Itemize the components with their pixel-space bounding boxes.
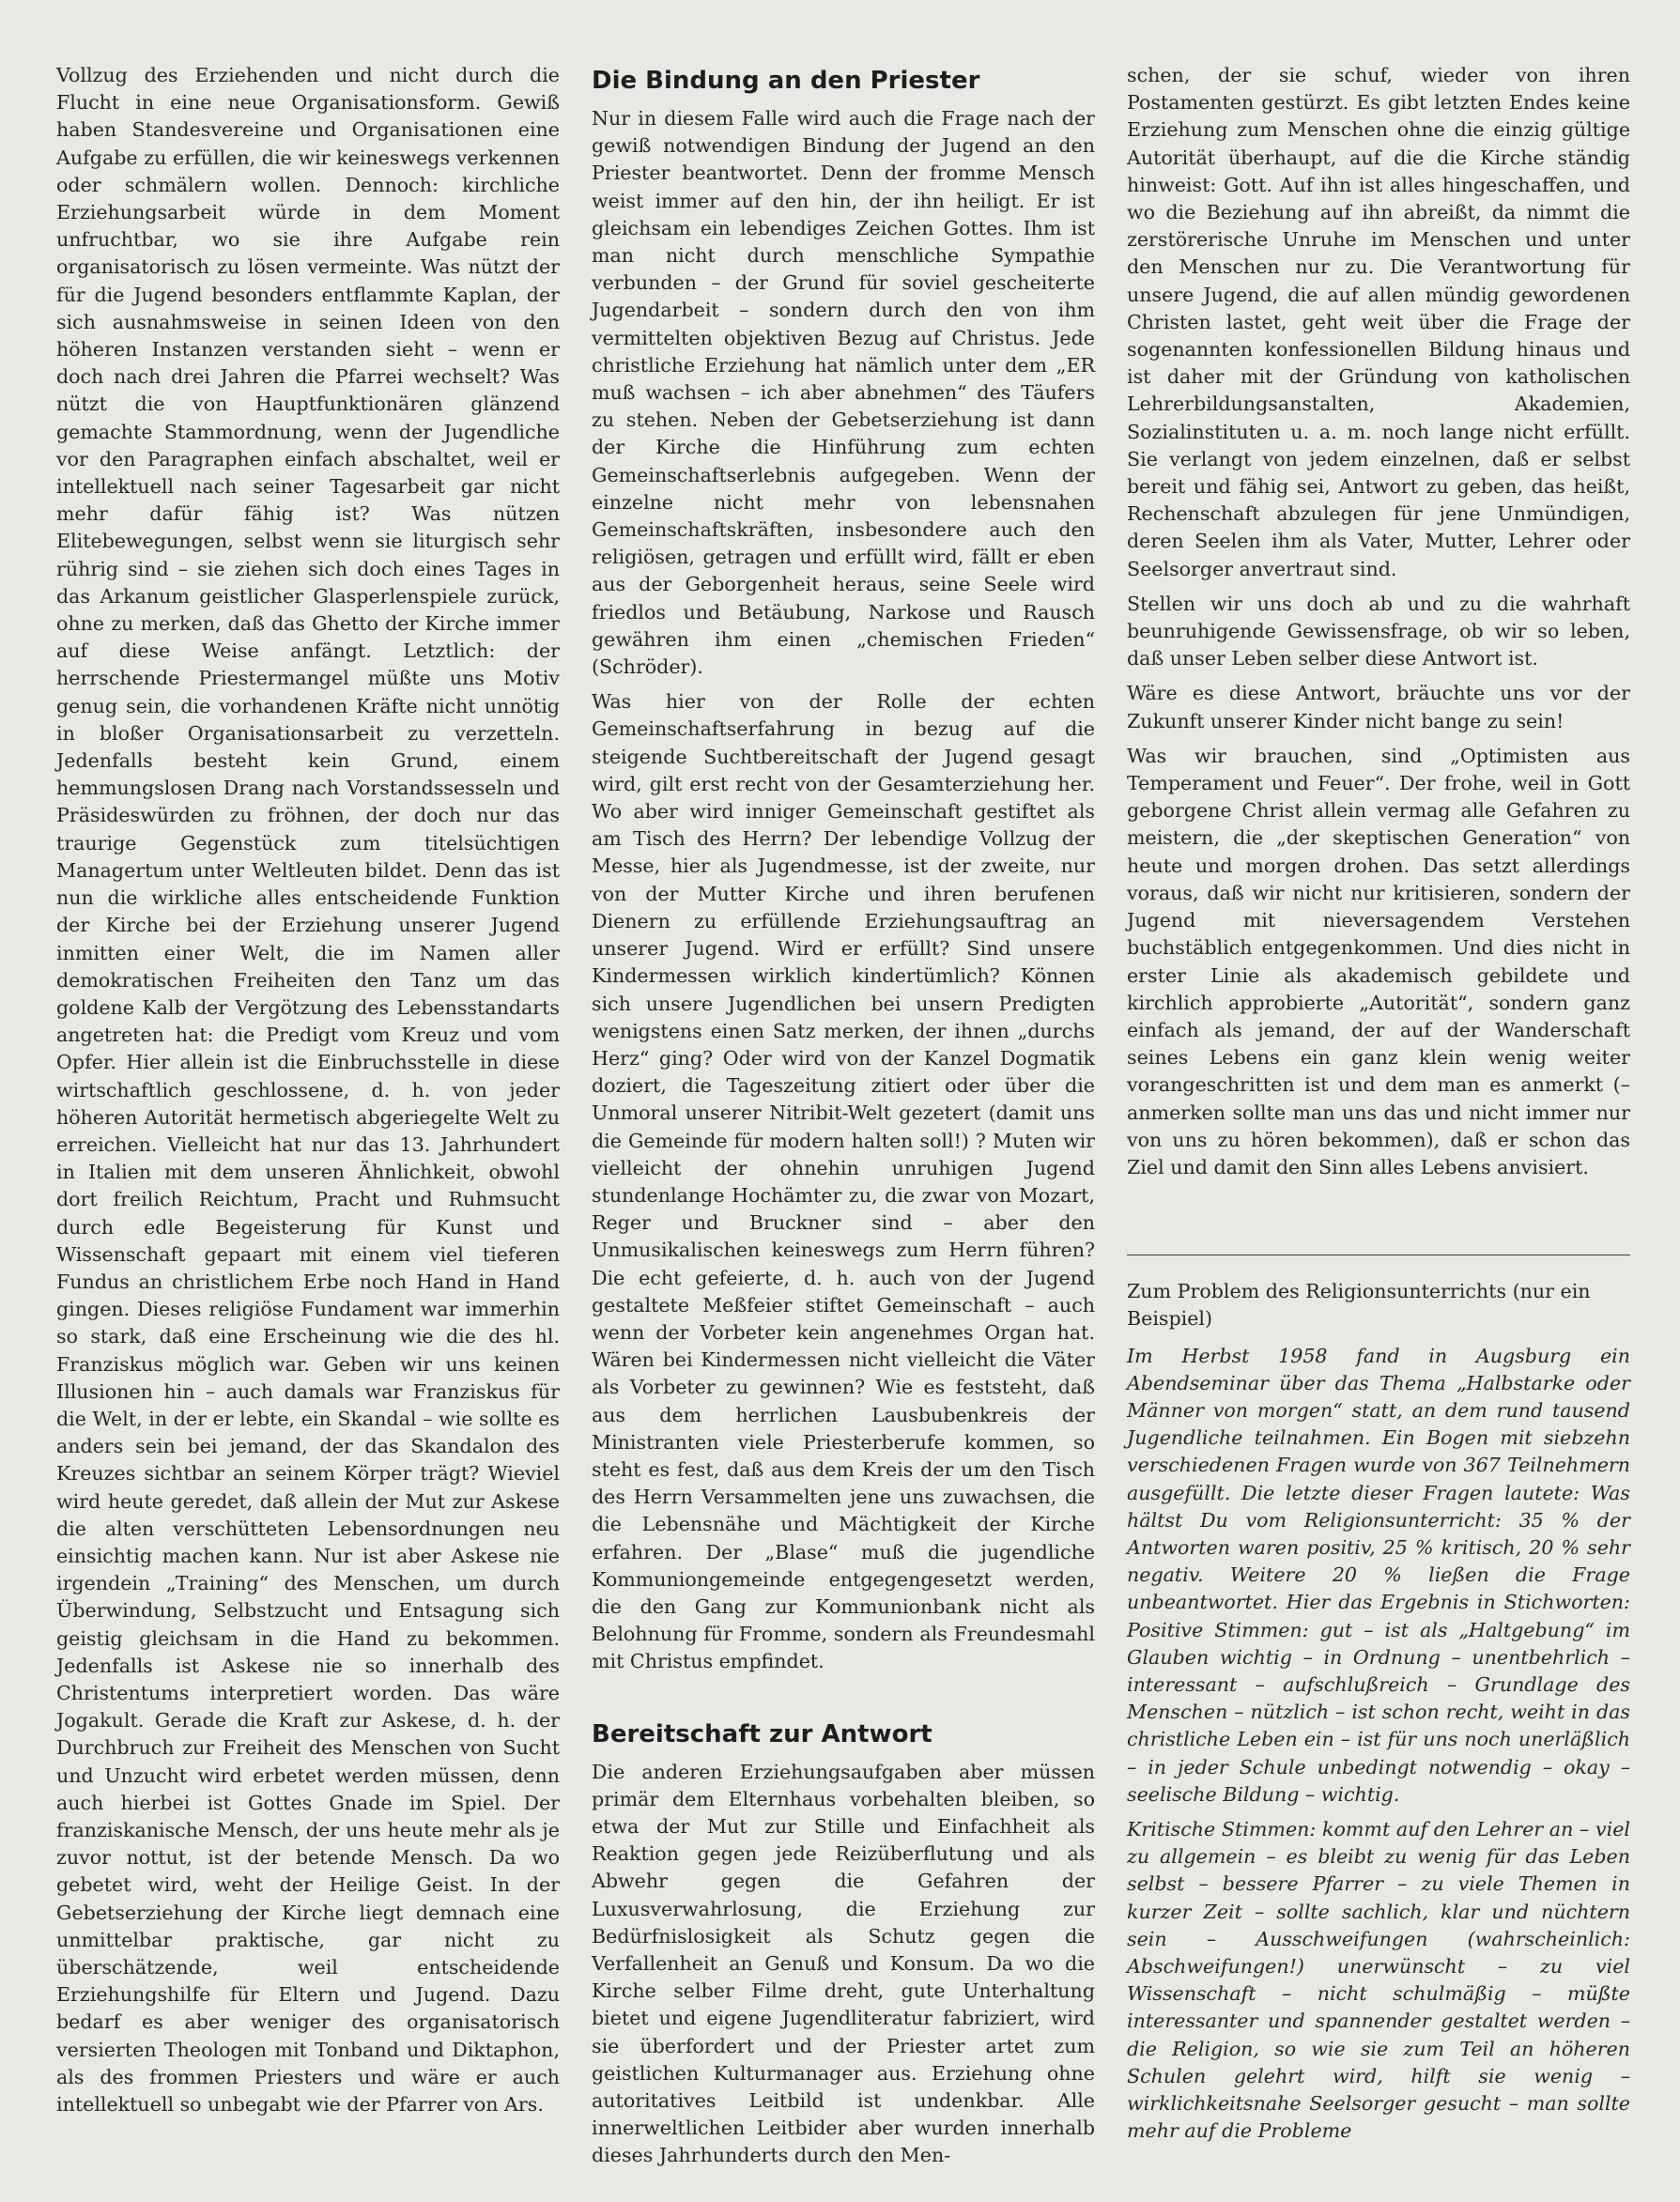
heading-bereitschaft-antwort: Bereitschaft zur Antwort [592,1719,932,1748]
column-3 [1127,62,1630,2145]
col2-paragraph-3: Die anderen Erziehungsaufgaben aber müssen primär dem Elternhaus vorbehalten bleiben, so etwa der Mut zur Stille und Einfachheit als Reaktion gegen jede Reizüberflutung und als Abwehr gegen die Gefahren der Luxusverwahrlosung, die Erziehung zur Bedürfnislosigkeit als Schutz gegen die Verfallenheit an Genuß und Konsum. Da wo die Kirche selber Filme dreht, gute Unterhaltung bietet und eigene Jugendliteratur fabriziert, wird sie überfordert und der Priester artet zum geistlichen Kulturmanager aus. Erziehung ohne autoritatives Leitbild ist undenkbar. Alle innerweltlichen Leitbider aber wurden innerhalb dieses Jahrhunderts durch den Men- [592,1760,1095,2167]
box-paragraph-1: Im Herbst 1958 fand in Augsburg ein Abendseminar über das Thema „Halbstarke oder Männer von morgen“ statt, an dem rund tausend Jugendliche teilnahmen. Ein Bogen mit siebzehn verschiedenen Fragen wurde von 367 Teilnehmern ausgefüllt. Die letzte dieser Fragen lautete: Was hältst Du vom Religionsunterricht: 35 % der Antworten waren positiv, 25 % kritisch, 20 % sehr negativ. Weitere 20 % ließen die Frage unbeantwortet. Hier das Ergebnis in Stichworten: Positive Stimmen: gut – ist als „Haltgebung“ im Glauben wichtig – in Ordnung – unentbehrlich – interessant – aufschlußreich – Grundlage des Menschen – nützlich – ist schon recht, weiht in das christliche Leben ein – ist für uns noch unerläßlich – in jeder Schule unbedingt notwendig – okay – seelische Bildung – wichtig. [1127,1344,1630,1806]
box-title: Zum Problem des Religionsunterrichts (nur ein Beispiel) [1127,1280,1591,1331]
col3-paragraph-2: Stellen wir uns doch ab und zu die wahrhaft beunruhigende Gewissensfrage, ob wir so leben, daß unser Leben selber diese Antwort ist. [1127,592,1630,670]
col3-paragraph-4: Was wir brauchen, sind „Optimisten aus Temperament und Feuer“. Der frohe, weil in Gott geborgene Christ allein vermag alle Gefahren zu meistern, die „der skeptischen Generation“ von heute und morgen drohen. Das setzt allerdings voraus, daß wir nicht nur kritisieren, sondern der Jugend mit nieversagendem Verstehen buchstäblich entgegenkommen. Und dies nicht in erster Linie als akademisch gebildete und kirchlich approbierte „Autorität“, sondern ganz einfach als jemand, der auf der Wanderschaft seines Lebens ein ganz klein wenig weiter vorangeschritten ist und dem man es anmerkt (– anmerken sollte man uns das und nicht immer nur von uns zu hören bekommen), daß er schon das Ziel und damit den Sinn alles Lebens anvisiert. [1127,744,1630,1178]
col3-paragraph-1: schen, der sie schuf, wieder von ihren Postamenten gestürzt. Es gibt letzten Endes keine Erziehung zum Menschen ohne die einzig gültige Autorität überhaupt, auf die die Kirche ständig hinweist: Gott. Auf ihn ist alles hingeschaffen, und wo die Beziehung auf ihn abreißt, da nimmt die zerstörerische Unruhe im Menschen und unter den Menschen nur zu. Die Verantwortung für unsere Jugend, die auf allen mündig gewordenen Christen lastet, geht weit über die Frage der sogenannten konfessionellen Bildung hinaus und ist daher mit der Gründung von katholischen Lehrerbildungsanstalten, Akademien, Sozialinstituten u. a. m. noch lange nicht erfüllt. Sie verlangt von jedem einzelnen, daß er selbst bereit und fähig sei, Antwort zu geben, das heißt, Rechenschaft abzulegen für jene Unmündigen, deren Seelen ihm als Vater, Mutter, Lehrer oder Seelsorger anvertraut sind. [1127,64,1630,580]
col2-paragraph-1: Nur in diesem Falle wird auch die Frage nach der gewiß notwendigen Bindung der Jugend an den Priester beantwortet. Denn der fromme Mensch weist immer auf den hin, der ihn heiligt. Er ist gleichsam ein lebendiges Zeichen Gottes. Ihm ist man nicht durch menschliche Sympathie verbunden – der Grund für soviel gescheiterte Jugendarbeit – sondern durch den von ihm vermittelten objektiven Bezug auf Christus. Jede christliche Erziehung hat nämlich unter dem „ER muß wachsen – ich aber abnehmen“ des Täufers zu stehen. Neben der Gebetserziehung ist dann der Kirche die Hinführung zum echten Gemeinschaftserlebnis aufgegeben. Wenn der einzelne nicht mehr von lebensnahen Gemeinschaftskräften, insbesondere auch den religiösen, getragen und erfüllt wird, fällt er eben aus der Geborgenheit heraus, seine Seele wird friedlos und Betäubung, Narkose und Rausch gewähren ihm einen „chemischen Frieden“ (Schröder). [592,107,1095,679]
heading-bindung-priester: Die Bindung an den Priester [592,67,980,95]
col2-paragraph-2: Was hier von der Rolle der echten Gemeinschaftserfahrung in bezug auf die steigende Suchtbereitschaft der Jugend gesagt wird, gilt erst recht von der Gesamterziehung her. Wo aber wird inniger Gemeinschaft gestiftet als am Tisch des Herrn? Der lebendige Vollzug der Messe, hier als Jugendmesse, ist der zweite, nur von der Mutter Kirche und ihren berufenen Dienern zu erfüllende Erziehungsauftrag an unserer Jugend. Wird er erfüllt? Sind unsere Kindermessen wirklich kindertümlich? Können sich unsere Jugendlichen bei unsern Predigten wenigstens einen Satz merken, der ihnen „durchs Herz“ ging? Oder wird von der Kanzel Dogmatik doziert, die Tageszeitung zitiert oder über die Unmoral unserer Nitribit-Welt gezetert (damit uns die Gemeinde für modern halten soll!) ? Muten wir vielleicht der ohnehin unruhigen Jugend stundenlange Hochämter zu, die zwar von Mozart, Reger und Bruckner sind – aber den Unmusikalischen keineswegs zum Herrn führen? Die echt gefeierte, d. h. auch von der Jugend gestaltete Meßfeier stiftet Gemeinschaft – auch wenn der Vorbeter kein angenehmes Organ hat. Wären bei Kindermessen nicht vielleicht die Väter als Vorbeter zu gewinnen? Wie es feststeht, daß aus dem herrlichen Lausbubenkreis der Ministranten viele Priesterberufe kommen, so steht es fest, daß aus dem Kreis der um den Tisch des Herrn Versammelten jene uns zuwachsen, die die Lebensnähe und Mächtigkeit der Kirche erfahren. Der „Blase“ muß die jugendliche Kommuniongemeinde entgegengesetzt werden, die den Gang zur Kommunionbank nicht als Belohnung für Fromme, sondern als Freundesmahl mit Christus empfindet. [592,690,1095,1673]
column-1 [56,62,560,2118]
column-2 [592,66,1095,2170]
box-paragraph-2: Kritische Stimmen: kommt auf den Lehrer an – viel zu allgemein – es bleibt zu wenig für das Leben selbst – bessere Pfarrer – zu viele Themen in kurzer Zeit – sollte sachlich, klar und nüchtern sein – Ausschweifungen (wahrscheinlich: Abschweifungen!) unerwünscht – zu viel Wissenschaft – nicht schulmäßig – müßte interessanter und spannender gestaltet werden – die Religion, so wie sie zum Teil an höheren Schulen gelehrt wird, hilft sie wenig – wirklichkeitsnahe Seelsorger gesucht – man sollte mehr auf die Probleme [1127,1817,1630,2143]
col3-paragraph-3: Wäre es diese Antwort, bräuchte uns vor der Zukunft unserer Kinder nicht bange zu sein! [1127,682,1630,732]
col1-paragraph-1: Vollzug des Erziehenden und nicht durch die Flucht in eine neue Organisationsform. Gewiß haben Standesvereine und Organisationen eine Aufgabe zu erfüllen, die wir keineswegs verkennen oder schmälern wollen. Dennoch: kirchliche Erziehungsarbeit würde in dem Moment unfruchtbar, wo sie ihre Aufgabe rein organisatorisch zu lösen vermeinte. Was nützt der für die Jugend besonders entflammte Kaplan, der sich ausnahmsweise in seinen Ideen von den höheren Instanzen verstanden sieht – wenn er doch nach drei Jahren die Pfarrei wechselt? Was nützt die von Hauptfunktionären glänzend gemachte Stammordnung, wenn der Jugendliche vor den Paragraphen einfach abschaltet, weil er intellektuell nach seiner Tagesarbeit gar nicht mehr dafür fähig ist? Was nützen Elitebewegungen, selbst wenn sie liturgisch sehr rührig sind – sie ziehen sich doch eines Tages in das Arkanum geistlicher Glasperlenspiele zurück, ohne zu merken, daß das Ghetto der Kirche immer auf diese Weise anfängt. Letztlich: der herrschende Priestermangel müßte uns Motiv genug sein, die vorhandenen Kräfte nicht unnötig in bloßer Organisationsarbeit zu verzetteln. Jedenfalls besteht kein Grund, einem hemmungslosen Drang nach Vorstandssesseln und Präsideswürden zu fröhnen, der doch nur das traurige Gegenstück zum titelsüchtigen Managertum unter Weltleuten bildet. Denn das ist nun die wirkliche alles entscheidende Funktion der Kirche bei der Erziehung unserer Jugend inmitten einer Welt, die im Namen aller demokratischen Freiheiten den Tanz um das goldene Kalb der Vergötzung des Lebensstandarts angetreten hat: die Predigt vom Kreuz und vom Opfer. Hier allein ist die Einbruchsstelle in diese wirtschaftlich geschlossene, d. h. von jeder höheren Autorität hermetisch abgeriegelte Welt zu erreichen. Vielleicht hat nur das 13. Jahrhundert in Italien mit dem unseren Ähnlichkeit, obwohl dort freilich Reichtum, Pracht und Ruhmsucht durch edle Begeisterung für Kunst und Wissenschaft gepaart mit einem viel tieferen Fundus an christlichem Erbe noch Hand in Hand gingen. Dieses religiöse Fundament war immerhin so stark, daß eine Erscheinung wie die des hl. Franziskus möglich war. Geben wir uns keinen Illusionen hin – auch damals war Franziskus für die Welt, in der er lebte, ein Skandal – wie sollte es anders sein bei jemand, der das Skandalon des Kreuzes sichtbar an seinem Körper trägt? Wieviel wird heute geredet, daß allein der Mut zur Askese die alten verschütteten Lebensordnungen neu einsichtig machen kann. Nur ist aber Askese nie irgendein „Training“ des Menschen, um durch Überwindung, Selbstzucht und Entsagung sich geistig gleichsam in die Hand zu bekommen. Jedenfalls ist Askese nie so innerhalb des Christentums interpretiert worden. Das wäre Jogakult. Gerade die Kraft zur Askese, d. h. der Durchbruch zur Freiheit des Menschen von Sucht und Unzucht wird erbetet werden müssen, denn auch hierbei ist Gottes Gnade im Spiel. Der franziskanische Mensch, der uns heute mehr als je zuvor nottut, ist der betende Mensch. Da wo gebetet wird, weht der Heilige Geist. In der Gebetserziehung der Kirche liegt demnach eine unmittelbar praktische, gar nicht zu überschätzende, weil entscheidende Erziehungshilfe für Eltern und Jugend. Dazu bedarf es aber weniger des organisatorisch versierten Theologen mit Tonband und Diktaphon, als des frommen Priesters und wäre er auch intellektuell so unbegabt wie der Pfarrer von Ars. [56,64,560,2117]
